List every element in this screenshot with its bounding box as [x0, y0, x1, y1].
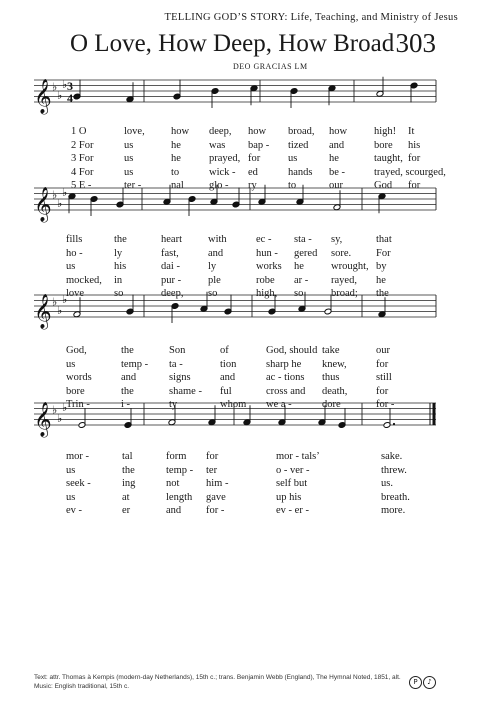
lyric-syllable: for - [376, 399, 395, 410]
lyric-syllable: and [208, 247, 224, 259]
lyric-syllable: God, [66, 345, 87, 356]
lyric-line [32, 234, 438, 247]
lyric-syllable: temp - [121, 358, 149, 370]
lyric-syllable: ple [208, 274, 221, 286]
lyric-syllable: knew, [322, 358, 347, 370]
lyric-syllable: For [376, 247, 391, 259]
lyric-syllable: fast, [161, 247, 179, 259]
lyric-line [32, 451, 438, 464]
tune-name: DEO GRACIAS LM [233, 62, 308, 71]
lyric-syllable: mocked, [66, 274, 102, 286]
lyric-syllable: 5 E - [71, 180, 92, 191]
lyric-syllable: bore [66, 385, 85, 397]
copyright-icon: P [409, 676, 422, 689]
lyric-syllable: the [114, 234, 127, 245]
lyric-syllable: God, should [266, 345, 318, 356]
lyric-syllable: still [376, 372, 392, 383]
lyric-syllable: shame - [169, 385, 202, 397]
lyric-syllable: be - [329, 166, 346, 178]
flat-sign: ♭ [62, 292, 68, 306]
hymn-credits [34, 673, 424, 691]
lyric-line [32, 248, 438, 261]
lyric-syllable: broad; [331, 288, 358, 299]
lyric-syllable: It [408, 126, 415, 137]
lyric-syllable: deep, [209, 126, 232, 137]
lyric-syllable: pur - [161, 274, 182, 286]
lyric-syllable: deep, [161, 288, 184, 299]
running-header: TELLING GOD’S STORY: Life, Teaching, and Ministry of Jesus [164, 12, 458, 23]
flat-sign: ♭ [62, 77, 68, 91]
lyric-syllable: 4 For [71, 166, 94, 178]
lyric-syllable: love, [124, 126, 145, 137]
lyric-syllable: us [124, 166, 134, 178]
lyric-syllable: ing [122, 478, 136, 489]
lyric-syllable: for - [206, 505, 225, 516]
lyric-syllable: his [114, 261, 127, 272]
lyric-line [32, 372, 438, 385]
lyric-syllable: 2 For [71, 139, 94, 151]
lyric-syllable: he [376, 274, 386, 286]
lyric-syllable: high! [374, 126, 397, 137]
lyric-syllable: more. [381, 505, 406, 516]
treble-clef: 𝄞 [34, 402, 52, 437]
lyric-syllable: mor - [66, 451, 90, 462]
lyric-line [32, 492, 438, 505]
lyric-syllable: form [166, 451, 187, 462]
lyric-syllable: hands [288, 166, 313, 178]
time-signature-top: 3 [67, 79, 73, 93]
lyric-syllable: us [66, 261, 76, 272]
lyric-syllable: ec - [256, 234, 272, 245]
staff-svg [32, 180, 438, 232]
lyric-syllable: for [376, 385, 389, 397]
flat-sign: ♭ [57, 303, 63, 317]
lyric-syllable: bore [374, 139, 393, 151]
lyric-syllable: death, [322, 385, 348, 397]
lyric-syllable: to [288, 180, 297, 191]
lyric-line [32, 275, 438, 288]
lyric-syllable: tion [220, 358, 237, 370]
license-icons [409, 676, 436, 689]
lyric-syllable: of [220, 345, 229, 356]
lyric-syllable: rayed, [331, 274, 357, 286]
lyric-syllable: prayed, [209, 153, 241, 164]
flat-sign: ♭ [57, 88, 63, 102]
lyric-syllable: he [329, 153, 339, 164]
lyric-syllable: and [329, 139, 345, 151]
lyric-syllable: broad, [288, 126, 315, 137]
lyric-syllable: the [121, 385, 134, 397]
music-system-4 [32, 395, 438, 516]
lyric-syllable: for [408, 153, 421, 164]
lyric-syllable: dai - [161, 261, 180, 272]
lyric-syllable: the [121, 345, 134, 356]
staff-svg [32, 72, 438, 124]
lyric-syllable: tal [122, 451, 133, 462]
music-system-2 [32, 180, 438, 300]
lyric-syllable: how [248, 126, 267, 137]
lyric-syllable: us [288, 153, 298, 164]
lyric-syllable: his [408, 139, 421, 151]
lyric-syllable: ly [208, 261, 217, 272]
note-dot [393, 423, 395, 425]
lyric-syllable: he [171, 139, 181, 151]
lyric-syllable: for [376, 358, 389, 370]
flat-sign: ♭ [62, 400, 68, 414]
hymn-title: O Love, How Deep, How Broad [70, 30, 395, 57]
lyric-syllable: whom [220, 399, 247, 410]
lyric-syllable: up his [276, 491, 302, 503]
lyric-syllable: how [171, 126, 190, 137]
lyric-syllable: us [66, 358, 76, 370]
lyric-syllable: him - [206, 478, 229, 489]
lyric-syllable: tized [288, 139, 309, 151]
lyric-syllable: for [248, 153, 261, 164]
lyric-syllable: bap - [248, 139, 270, 151]
lyric-syllable: our [376, 345, 390, 356]
lyric-syllable: ry [248, 180, 257, 191]
lyric-syllable: words [66, 372, 92, 383]
lyric-syllable: mor - tals’ [276, 451, 320, 462]
lyric-line [32, 261, 438, 274]
lyric-line [32, 166, 446, 180]
treble-clef: 𝄞 [34, 187, 52, 222]
lyric-syllable: length [166, 491, 193, 503]
lyric-syllable: so [208, 288, 218, 299]
lyric-syllable: dore [322, 399, 341, 410]
lyric-syllable: in [114, 274, 123, 286]
lyric-syllable: nal [171, 180, 184, 191]
lyric-syllable: i - [121, 399, 131, 410]
flat-sign: ♭ [52, 403, 58, 417]
lyric-line [32, 153, 438, 166]
flat-sign: ♭ [57, 196, 63, 210]
lyric-syllable: we a - [266, 399, 292, 410]
music-system-3 [32, 287, 438, 410]
lyric-syllable: threw. [381, 464, 407, 476]
lyric-syllable: o - ver - [276, 464, 310, 476]
recording-icon: ♪ [423, 676, 436, 689]
music-credit: Music: English traditional, 15th c. [34, 683, 130, 690]
lyric-syllable: so [294, 288, 304, 299]
lyric-syllable: he [294, 261, 304, 272]
flat-sign: ♭ [62, 185, 68, 199]
lyric-syllable: ev - er - [276, 505, 309, 516]
lyric-syllable: self but [276, 478, 308, 489]
lyric-syllable: that [376, 234, 392, 245]
time-signature-bottom: 4 [67, 91, 73, 105]
lyric-syllable: sta - [294, 234, 312, 245]
lyric-syllable: taught, [374, 153, 403, 164]
treble-clef: 𝄞 [34, 79, 52, 114]
lyric-syllable: seek - [66, 478, 91, 489]
lyric-syllable: cross and [266, 385, 306, 397]
lyric-syllable: sore. [331, 247, 352, 259]
lyric-syllable: with [208, 234, 227, 245]
lyric-syllable: ho - [66, 247, 83, 259]
lyric-syllable: not [166, 478, 180, 489]
lyric-syllable: 3 For [71, 153, 94, 164]
lyric-syllable: wrought, [331, 261, 369, 272]
lyric-syllable: and [166, 505, 182, 516]
lyric-syllable: thus [322, 372, 340, 383]
lyric-syllable: gave [206, 491, 226, 503]
lyric-syllable: was [209, 139, 226, 151]
lyric-syllable: 1 O [71, 126, 87, 137]
lyric-line [32, 126, 438, 139]
staff-svg [32, 395, 438, 447]
lyric-syllable: ta - [169, 358, 183, 370]
lyric-syllable: us [66, 491, 76, 503]
lyric-syllable: sake. [381, 451, 403, 462]
flat-sign: ♭ [52, 80, 58, 94]
lyric-syllable: the [376, 288, 389, 299]
lyric-syllable: temp - [166, 464, 194, 476]
treble-clef: 𝄞 [34, 294, 52, 329]
lyric-syllable: gered [294, 247, 318, 259]
lyric-line [32, 465, 438, 478]
lyric-syllable: wick - [209, 166, 236, 178]
lyric-syllable: ty [169, 399, 178, 410]
lyric-syllable: ful [220, 385, 232, 397]
lyric-syllable: breath. [381, 491, 410, 503]
lyric-line [32, 505, 438, 518]
music-system-1 [32, 72, 446, 192]
flat-sign: ♭ [52, 295, 58, 309]
lyric-syllable: robe [256, 274, 275, 286]
lyric-syllable: sharp he [266, 358, 302, 370]
lyric-syllable: how [329, 126, 348, 137]
lyric-line [32, 359, 438, 372]
lyric-syllable: for [408, 180, 421, 191]
lyric-syllable: glo - [209, 180, 229, 191]
lyric-syllable: us [66, 464, 76, 476]
staff-svg [32, 287, 438, 339]
lyric-syllable: ter [206, 464, 218, 476]
hymn-number: 303 [395, 28, 436, 58]
lyric-syllable: er [122, 505, 131, 516]
lyric-syllable: sy, [331, 234, 343, 245]
lyric-syllable: us [124, 139, 134, 151]
lyric-syllable: high, [256, 288, 278, 299]
lyric-syllable: works [256, 261, 282, 272]
lyric-line [32, 140, 438, 153]
lyric-syllable: us. [381, 478, 393, 489]
lyric-syllable: at [122, 491, 130, 503]
flat-sign: ♭ [52, 188, 58, 202]
lyric-syllable: and [220, 372, 236, 383]
lyric-syllable: so [114, 288, 124, 299]
lyric-syllable: ev - [66, 505, 83, 516]
lyric-syllable: our [329, 180, 343, 191]
lyric-syllable: ly [114, 247, 123, 259]
lyric-line [32, 478, 438, 491]
flat-sign: ♭ [57, 411, 63, 425]
lyric-syllable: ter - [124, 180, 142, 191]
lyric-syllable: Son [169, 345, 186, 356]
lyric-syllable: hun - [256, 247, 278, 259]
lyric-syllable: love [66, 288, 85, 299]
lyric-syllable: God [374, 180, 393, 191]
lyric-syllable: ar - [294, 274, 309, 286]
lyric-syllable: Trin - [66, 399, 90, 410]
lyric-syllable: fills [66, 234, 83, 245]
lyric-syllable: heart [161, 234, 182, 245]
lyric-syllable: he [171, 153, 181, 164]
text-credit: Text: attr. Thomas à Kempis (modern-day Netherlands), 15th c.; trans. Benjamin Webb (England), The Hymnal Noted, 1851, alt. [34, 674, 401, 681]
lyric-syllable: and [121, 372, 137, 383]
lyric-line [32, 345, 438, 358]
lyric-syllable: take [322, 345, 340, 356]
lyric-syllable: ac - tions [266, 372, 305, 383]
lyric-syllable: us [124, 153, 134, 164]
lyric-syllable: the [122, 464, 135, 476]
lyric-syllable: to [171, 166, 180, 178]
lyric-syllable: signs [169, 372, 191, 383]
lyric-syllable: for [206, 451, 219, 462]
lyric-syllable: trayed, scourged, [374, 166, 446, 178]
lyric-syllable: by [376, 261, 387, 272]
lyric-syllable: ed [248, 166, 258, 178]
